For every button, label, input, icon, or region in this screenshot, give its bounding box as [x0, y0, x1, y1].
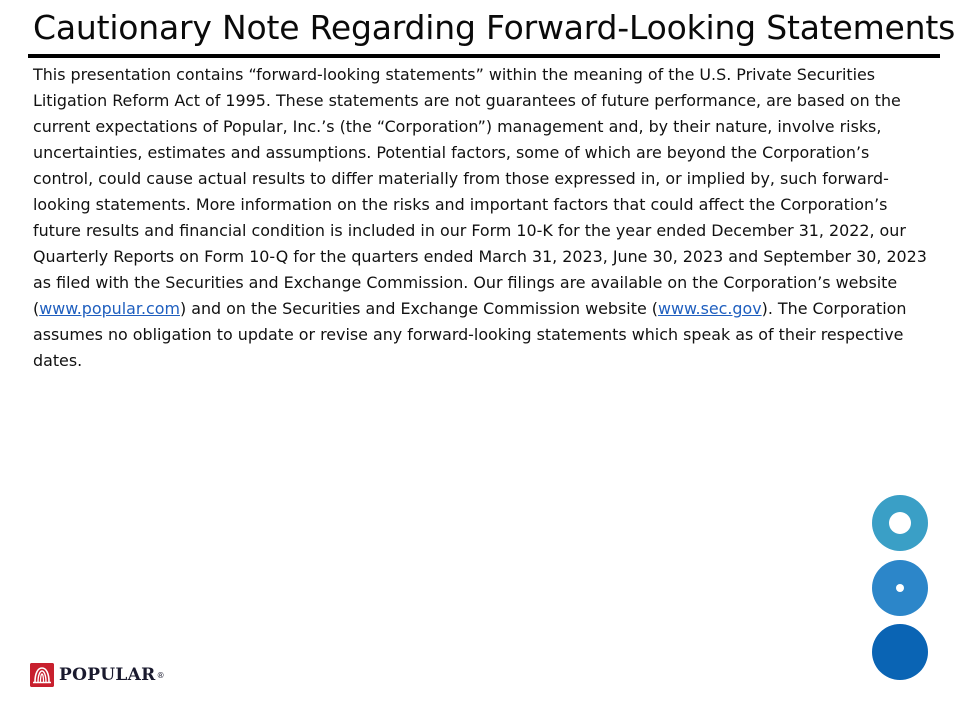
- decorative-circle-dot: [872, 560, 928, 616]
- popular-logo-wordmark: POPULAR: [59, 665, 156, 685]
- popular-logo-icon: [30, 663, 54, 687]
- sec-website-link[interactable]: www.sec.gov: [657, 299, 762, 318]
- decorative-circle-solid: [872, 624, 928, 680]
- decorative-circle-ring: [872, 495, 928, 551]
- disclaimer-paragraph: [33, 62, 933, 374]
- decorative-circle-dot-center: [896, 584, 904, 592]
- disclaimer-text-part-2: ) and on the Securities and Exchange Commission website (: [179, 299, 658, 318]
- disclaimer-text-part-1: This presentation contains “forward-looking statements” within the meaning of the U.S. Private Securities Litigation Reform Act of 1995. These statements are not guarantees of future performance, are based on the current expectations of Popular, Inc.’s (the “Corporation”) management and, by their nature, involve risks, uncertainties, estimates and assumptions. Potential factors, some of which are beyond the Corporation’s control, could cause actual results to differ materially from those expressed in, or implied by, such forward-looking statements. More information on the risks and important factors that could affect the Corporation’s future results and financial condition is included in our Form 10-K for the year ended December 31, 2022, our Quarterly Reports on Form 10-Q for the quarters ended March 31, 2023, June 30, 2023 and September 30, 2023 as filed with the Securities and Exchange Commission. Our filings are available on the Corporation’s website (: [33, 65, 927, 318]
- decorative-circle-ring-center: [889, 512, 911, 534]
- popular-logo: [30, 662, 165, 688]
- popular-logo-icon-graphic: [30, 663, 54, 687]
- registered-mark: ®: [156, 670, 165, 680]
- slide-title: Cautionary Note Regarding Forward-Looking Statements: [33, 8, 956, 47]
- disclaimer-text-part-3: ). The Corporation assumes no obligation to update or revise any forward-looking statements which speak as of their respective dates.: [33, 299, 907, 370]
- title-divider: [28, 54, 940, 58]
- popular-website-link[interactable]: www.popular.com: [39, 299, 180, 318]
